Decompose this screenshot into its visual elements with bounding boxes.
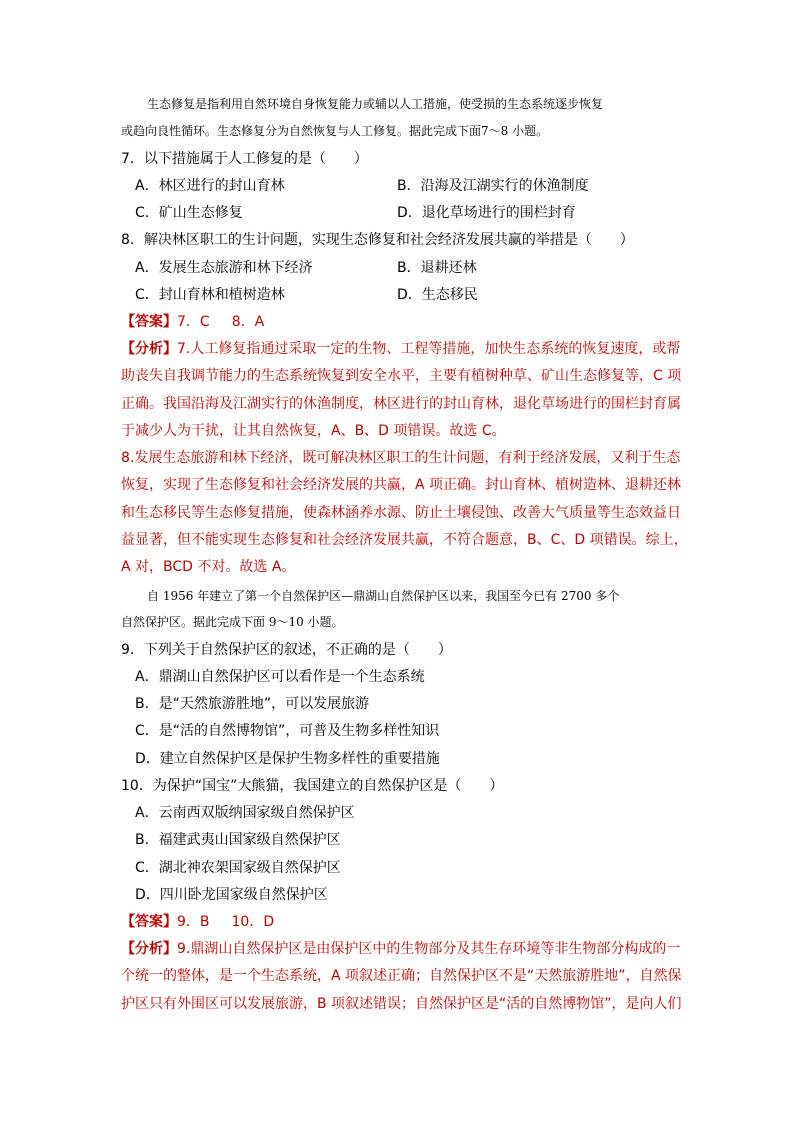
question-8-option-c: C．封山育林和植树造林 (135, 287, 285, 303)
answer-2-line (121, 914, 274, 930)
question-9-stem: 9．下列关于自然保护区的叙述，不正确的是（ ） (121, 642, 452, 658)
answer-1-line (121, 314, 264, 330)
answer-7: 7．C (177, 314, 210, 330)
question-7-stem: 7．以下措施属于人工修复的是（ ） (121, 151, 368, 167)
answer-8: 8．A (231, 314, 265, 330)
question-10-option-c: C．湖北神农架国家级自然保护区 (135, 860, 341, 876)
analysis-2-line-2: 个统一的整体，是一个生态系统，A 项叙述正确；自然保护区不是“天然旅游胜地”，自然保 (121, 968, 682, 984)
question-8-stem: 8．解决林区职工的生计问题，实现生态修复和社会经济发展共赢的举措是（ ） (121, 232, 634, 248)
analysis-text: 9.鼎湖山自然保护区是由保护区中的生物部分及其生存环境等非生物部分构成的一 (177, 941, 681, 957)
question-7-option-a: A．林区进行的封山育林 (135, 178, 285, 194)
analysis-1-line-7: 和生态移民等生态修复措施，使森林涵养水源、防止土壤侵蚀、改善大气质量等生态效益日 (121, 505, 681, 521)
question-7-option-c: C．矿山生态修复 (135, 205, 243, 221)
analysis-1-line-3: 正确。我国沿海及江湖实行的休渔制度，林区进行的封山育林，退化草场进行的围栏封育属 (121, 396, 681, 412)
analysis-1-line-1 (121, 341, 680, 357)
question-9-option-d: D．建立自然保护区是保护生物多样性的重要措施 (135, 751, 440, 767)
question-9-option-c: C．是“活的自然博物馆”，可普及生物多样性知识 (135, 723, 440, 739)
analysis-2-line-3: 护区只有外围区可以发展旅游，B 项叙述错误；自然保护区是“活的自然博物馆”，是向人们 (121, 996, 682, 1012)
question-10-option-a: A．云南西双版纳国家级自然保护区 (135, 805, 355, 821)
question-8-option-a: A．发展生态旅游和林下经济 (135, 260, 313, 276)
passage-2-line-1: 自 1956 年建立了第一个自然保护区—鼎湖山自然保护区以来，我国至今已有 2700 多个 (147, 589, 620, 603)
question-9-option-a: A．鼎湖山自然保护区可以看作是一个生态系统 (135, 669, 425, 685)
answer-label: 【答案】 (121, 314, 177, 330)
answer-10: 10．D (231, 914, 275, 930)
analysis-1-line-8: 益显著，但不能实现生态修复和社会经济发展共赢，不符合题意，B、C、D 项错误。综上， (121, 532, 688, 548)
question-10-option-d: D．四川卧龙国家级自然保护区 (135, 887, 328, 903)
answer-9: 9．B (177, 914, 210, 930)
question-10-stem: 10．为保护“国宝”大熊猫，我国建立的自然保护区是（ ） (121, 778, 504, 794)
answer-label: 【答案】 (121, 914, 177, 930)
question-8-option-b: B．退耕还林 (397, 260, 477, 276)
analysis-2-line-1 (121, 941, 680, 957)
passage-2-line-2: 自然保护区。据此完成下面 9～10 小题。 (121, 615, 344, 629)
question-7-option-b: B．沿海及江湖实行的休渔制度 (397, 178, 589, 194)
analysis-label: 【分析】 (121, 941, 177, 957)
passage-1-line-2: 或趋向良性循环。生态修复分为自然恢复与人工修复。据此完成下面7～8 小题。 (121, 124, 549, 138)
analysis-text: 7.人工修复指通过采取一定的生物、工程等措施，加快生态系统的恢复速度，或帮 (177, 341, 681, 357)
question-9-option-b: B．是“天然旅游胜地”，可以发展旅游 (135, 696, 370, 712)
analysis-1-line-6: 恢复，实现了生态修复和社会经济发展的共赢，A 项正确。封山育林、植树造林、退耕还林 (121, 477, 682, 493)
question-10-option-b: B．福建武夷山国家级自然保护区 (135, 832, 341, 848)
analysis-1-line-9: A 对，BCD 不对。故选 A。 (121, 559, 296, 575)
analysis-label: 【分析】 (121, 341, 177, 357)
analysis-1-line-4: 于减少人为干扰，让其自然恢复，A、B、D 项错误。故选 C。 (121, 423, 506, 439)
passage-1-line-1: 生态修复是指利用自然环境自身恢复能力或辅以人工措施，使受损的生态系统逐步恢复 (147, 97, 604, 111)
analysis-1-line-5: 8.发展生态旅游和林下经济，既可解决林区职工的生计问题，有利于经济发展，又利于生态 (121, 450, 681, 466)
question-7-option-d: D．退化草场进行的围栏封育 (397, 205, 576, 221)
analysis-1-line-2: 助丧失自我调节能力的生态系统恢复到安全水平，主要有植树种草、矿山生态修复等，C 项 (121, 368, 682, 384)
question-8-option-d: D．生态移民 (397, 287, 478, 303)
